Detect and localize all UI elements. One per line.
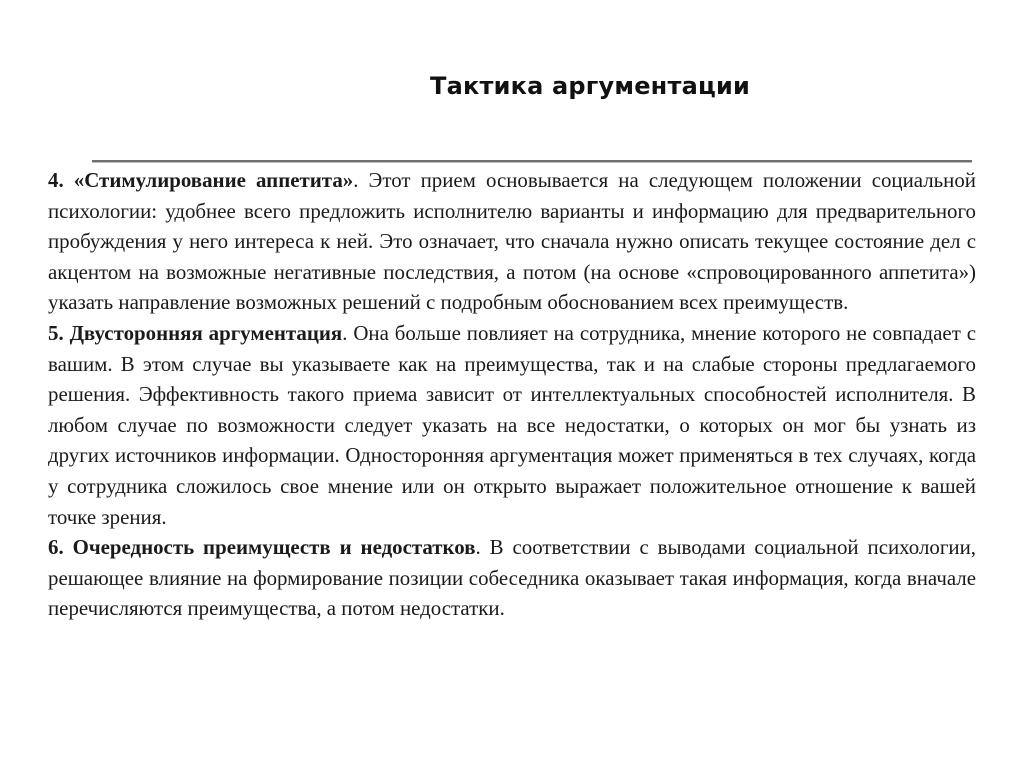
paragraph-heading: «Стимулирование аппетита» [73,168,354,192]
paragraph-number: 6. [48,535,64,560]
paragraph-heading: Двусторонняя аргументация [69,320,343,345]
paragraph-two-sided-argumentation [48,318,976,532]
paragraph-heading: Очередность преимуществ и недостатков [72,535,476,560]
paragraph-text: . Этот прием основывается на следующем положении социальной психологии: удобнее всего предложить исполнителю варианты и информацию для предварительного пробуждения у него интереса к ней. Это означает, что сначала нужно описать текущее состояние дел с акцентом на возможные негативные последствия, а потом (на основе «спровоцированного аппетита») указать направление возможных решений с подробным обоснованием всех преимуществ. [48,168,976,315]
paragraph-number: 5. [48,320,64,345]
paragraph-appetite-stimulation [48,165,976,318]
paragraph-text: . Она больше повлияет на сотрудника, мнение которого не совпадает с вашим. В этом случае вы указываете как на преимущества, так и на слабые стороны предлагаемого решения. Эффективность такого приема зависит от интеллектуальных способностей исполнителя. В любом случае по возможности следует указать на все недостатки, о которых он мог бы узнать из других источников информации. Односторонняя аргументация может применяться в тех случаях, когда у сотрудника сложилось свое мнение или он открыто выражает положительное отношение к вашей точке зрения. [48,320,976,529]
slide-title: Тактика аргументации [430,72,750,100]
title-divider [92,160,972,162]
slide-body [48,165,976,624]
paragraph-number: 4. [48,168,64,192]
paragraph-order-of-pros-and-cons [48,532,976,624]
paragraph-text: . В соответствии с выводами социальной психологии, решающее влияние на формирование позиции собеседника оказывает такая информация, когда вначале перечисляются преимущества, а потом недостатки. [48,535,976,621]
